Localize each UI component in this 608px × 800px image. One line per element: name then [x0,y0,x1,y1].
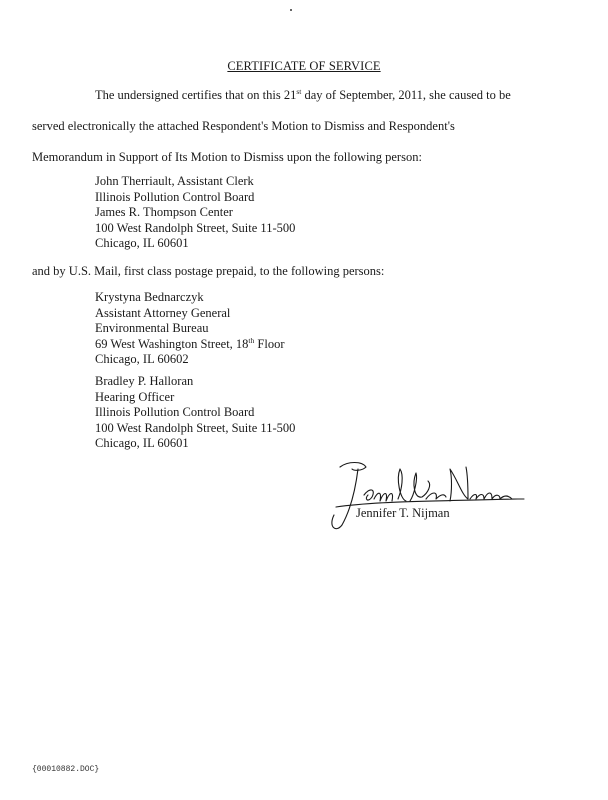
date-ordinal-suffix: st [296,87,302,96]
recipient-title: Assistant Attorney General [95,305,231,320]
recipient-name: Bradley P. Halloran [95,374,194,388]
recipient-building: James R. Thompson Center [95,205,233,219]
street-text-a: 69 West Washington Street, 18 [95,336,249,351]
recipient-dept: Environmental Bureau [95,321,209,335]
scan-speck [290,9,292,11]
certification-text-b: day of September, 2011, she caused to be [301,88,511,102]
handwritten-signature [318,455,528,535]
recipient-org: Illinois Pollution Control Board [95,405,255,419]
mail-service-line: and by U.S. Mail, first class postage prepaid, to the following persons: [32,264,385,278]
recipient-name: John Therriault, Assistant Clerk [95,174,254,188]
recipient-block-hearing-officer [95,374,295,452]
certification-text-a: The undersigned certifies that on this 21 [95,88,297,102]
recipient-block-ag [95,290,284,368]
certification-line-3: Memorandum in Support of Its Motion to Dismiss upon the following person: [32,150,422,164]
floor-ordinal-suffix: th [248,335,255,345]
recipient-city: Chicago, IL 60601 [95,436,189,450]
street-text-b: Floor [254,336,285,351]
certification-line-1 [32,88,552,103]
certification-line-2: served electronically the attached Respondent's Motion to Dismiss and Respondent's [32,119,455,133]
recipient-name: Krystyna Bednarczyk [95,290,204,304]
recipient-title: Hearing Officer [95,389,175,404]
recipient-org: Illinois Pollution Control Board [95,189,255,204]
recipient-street: 100 West Randolph Street, Suite 11-500 [95,220,296,235]
recipient-city: Chicago, IL 60602 [95,352,189,366]
recipient-street [95,337,284,353]
recipient-block-clerk [95,174,295,252]
signer-name: Jennifer T. Nijman [356,506,450,520]
recipient-city: Chicago, IL 60601 [95,236,189,250]
recipient-street: 100 West Randolph Street, Suite 11-500 [95,420,296,435]
document-title: CERTIFICATE OF SERVICE [227,59,381,73]
document-footer-code: {00010882.DOC} [32,765,100,774]
